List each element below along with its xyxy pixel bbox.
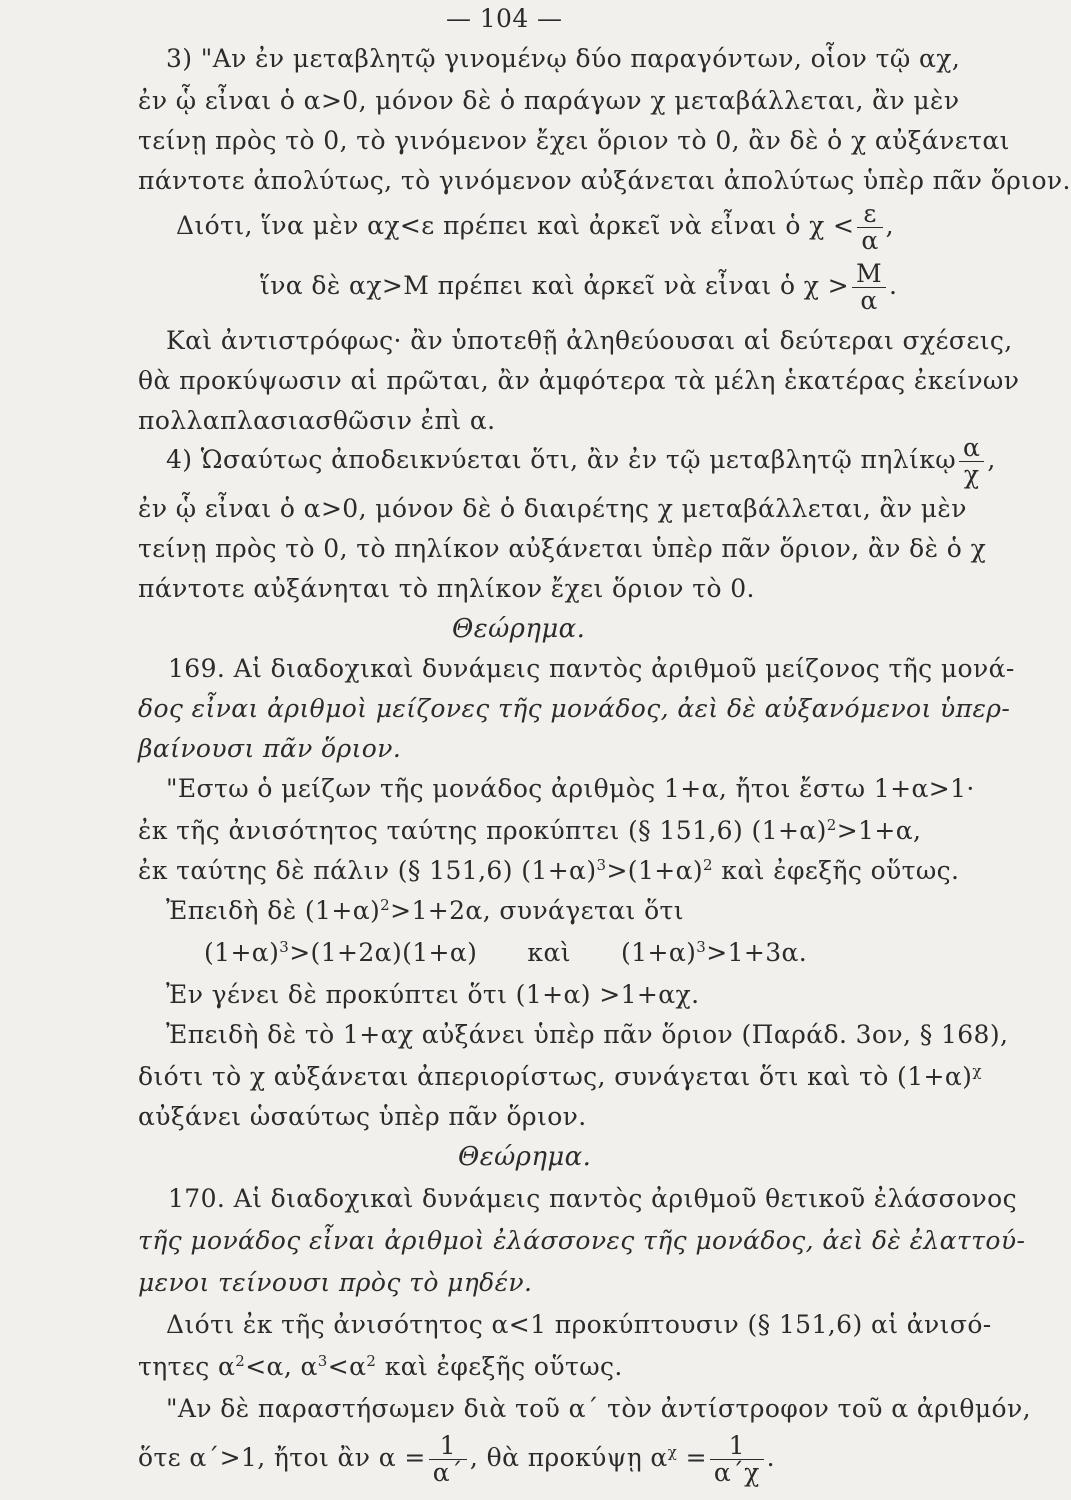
fraction: $\frac{\alpha}{\chi}$ xyxy=(959,435,984,488)
formula-line: ἐκ τῆς ἀνισότητος ταύτης προκύπτει (§ 151,6) $(1+\alpha)^2>1+\alpha$, xyxy=(138,816,922,845)
fraction: $\frac{1}{\alpha΄\chi}$ xyxy=(710,1433,764,1486)
formula-line: 4) Ὡσαύτως ἀποδεικνύεται ὅτι, ἂν ἐν τῷ μεταβλητῷ πηλίκῳ $\frac{\alpha}{\chi}$ , xyxy=(166,433,996,489)
formula-line: διότι τὸ χ αὐξάνεται ἀπεριορίστως, συνάγεται ὅτι καὶ τὸ $(1+\alpha)^\chi$ xyxy=(138,1062,982,1091)
text-line: τῆς μονάδος εἶναι ἀριθμοὶ ἐλάσσονες τῆς μονάδος, ἀεὶ δὲ ἐλαττού- xyxy=(138,1226,1026,1255)
text-line: βαίνουσι πᾶν ὅριον. xyxy=(138,734,402,763)
text-line: τείνῃ πρὸς τὸ 0, τὸ γινόμενον ἔχει ὅριον τὸ 0, ἂν δὲ ὁ χ αὐξάνεται xyxy=(138,126,1010,155)
text-line: δος εἶναι ἀριθμοὶ μείζονες τῆς μονάδος, ἀεὶ δὲ αὐξανόμενοι ὑπερ- xyxy=(138,694,1011,723)
text-line: τείνῃ πρὸς τὸ 0, τὸ πηλίκον αὐξάνεται ὑπὲρ πᾶν ὅριον, ἂν δὲ ὁ χ xyxy=(138,534,987,563)
text-line: "Αν δὲ παραστήσωμεν διὰ τοῦ α΄ τὸν ἀντίστροφον τοῦ α ἀριθμόν, xyxy=(166,1394,1031,1423)
fraction: $\frac{\varepsilon}{\alpha}$ xyxy=(857,201,882,254)
page-number: — 104 — xyxy=(446,4,563,33)
theorem-heading: Θεώρημα. xyxy=(452,614,586,644)
text-line: 3) "Αν ἐν μεταβλητῷ γινομένῳ δύο παραγόντων, οἷον τῷ αχ, xyxy=(166,44,961,73)
text-line: αὐξάνει ὡσαύτως ὑπὲρ πᾶν ὅριον. xyxy=(138,1102,587,1131)
fraction: $\frac{M}{\alpha}$ xyxy=(852,261,886,314)
text-line: "Εστω ὁ μείζων τῆς μονάδος ἀριθμὸς 1+α, ἤτοι ἔστω 1+α>1· xyxy=(166,774,975,803)
formula-line: Διότι, ἵνα μὲν αχ<ε πρέπει καὶ ἀρκεῖ νὰ εἶναι ὁ χ < $\frac{\varepsilon}{\alpha}$ , xyxy=(176,199,895,255)
text-line: Ἐπειδὴ δὲ τὸ 1+αχ αὐξάνει ὑπὲρ πᾶν ὅριον (Παράδ. 3ον, § 168), xyxy=(166,1020,1009,1049)
text-line: πάντοτε ἀπολύτως, τὸ γινόμενον αὐξάνεται ἀπολύτως ὑπὲρ πᾶν ὅριον. xyxy=(138,166,1071,195)
formula-line: ὅτε α΄>1, ἤτοι ἂν α = $\frac{1}{\alpha΄}$ , θὰ προκύψῃ $\alpha^\chi$ = $\frac{1}{\alpha΄\chi}$ . xyxy=(138,1431,776,1487)
text-line: μενοι τείνουσι πρὸς τὸ μηδέν. xyxy=(138,1268,533,1297)
formula-line: Ἐπειδὴ δὲ $(1+\alpha)^2>1+2\alpha$, συνάγεται ὅτι xyxy=(166,896,684,925)
text-line: ἐν ᾧ εἶναι ὁ α>0, μόνον δὲ ὁ διαιρέτης χ μεταβάλλεται, ἂν μὲν xyxy=(138,494,967,523)
fraction: $\frac{1}{\alpha΄}$ xyxy=(429,1433,467,1486)
text-line: Καὶ ἀντιστρόφως· ἂν ὑποτεθῇ ἀληθεύουσαι αἱ δεύτεραι σχέσεις, xyxy=(166,326,1013,355)
text-line: 170. Αἱ διαδοχικαὶ δυνάμεις παντὸς ἀριθμοῦ θετικοῦ ἐλάσσονος xyxy=(168,1184,1017,1213)
formula-line: τητες $\alpha^2<\alpha$, $\alpha^3<\alpha^2$ καὶ ἐφεξῆς οὕτως. xyxy=(138,1352,623,1381)
text-line: Ἐν γένει δὲ προκύπτει ὅτι (1+α) >1+αχ. xyxy=(166,980,700,1009)
formula-line: ἵνα δὲ αχ>M πρέπει καὶ ἀρκεῖ νὰ εἶναι ὁ χ > $\frac{M}{\alpha}$ . xyxy=(260,259,898,315)
formula-line: $(1+\alpha)^3>(1+2\alpha)(1+\alpha)$ καὶ $(1+\alpha)^3>1+3\alpha$. xyxy=(204,938,808,967)
text-line: πολλαπλασιασθῶσιν ἐπὶ α. xyxy=(138,406,496,435)
text-line: θὰ προκύψωσιν αἱ πρῶται, ἂν ἀμφότερα τὰ μέλη ἑκατέρας ἐκείνων xyxy=(138,366,1020,395)
text-line: 169. Αἱ διαδοχικαὶ δυνάμεις παντὸς ἀριθμοῦ μείζονος τῆς μονά- xyxy=(168,654,1015,683)
text-line: ἐν ᾧ εἶναι ὁ α>0, μόνον δὲ ὁ παράγων χ μεταβάλλεται, ἂν μὲν xyxy=(138,86,960,115)
theorem-heading: Θεώρημα. xyxy=(458,1142,592,1172)
formula-line: ἐκ ταύτης δὲ πάλιν (§ 151,6) $(1+\alpha)^3>(1+\alpha)^2$ καὶ ἐφεξῆς οὕτως. xyxy=(138,856,960,885)
text-line: Διότι ἐκ τῆς ἀνισότητος α<1 προκύπτουσιν (§ 151,6) αἱ ἀνισό- xyxy=(166,1310,992,1339)
text-line: πάντοτε αὐξάνηται τὸ πηλίκον ἔχει ὅριον τὸ 0. xyxy=(138,574,755,603)
